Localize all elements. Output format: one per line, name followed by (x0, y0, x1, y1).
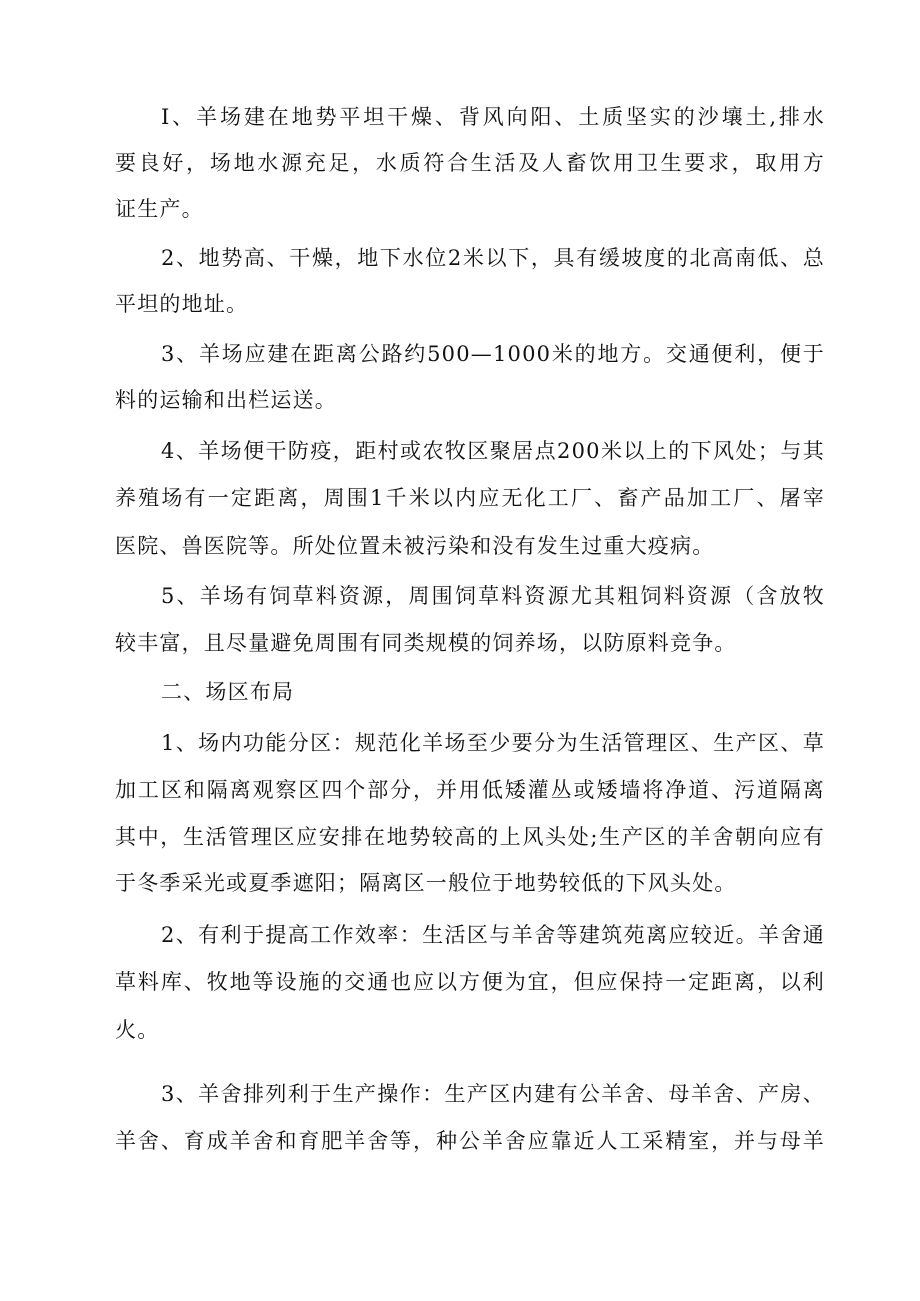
paragraph-line: 其中，生活管理区应安排在地势较高的上风头处;生产区的羊舍朝向应有 (115, 825, 825, 849)
paragraph-line: 4、羊场便干防疫，距村或农牧区聚居点200米以上的下风处；与其 (161, 439, 825, 463)
paragraph-line: 于冬季采光或夏季遮阳；隔离区一般位于地势较低的下风头处。 (115, 871, 737, 895)
paragraph-line: 5、羊场有饲草料资源，周围饲草料资源尤其粗饲料资源（含放牧 (161, 584, 825, 608)
paragraph-line: 要良好，场地水源充足，水质符合生活及人畜饮用卫生要求，取用方 (115, 151, 825, 175)
paragraph-line: 3、羊场应建在距离公路约500—1000米的地方。交通便利，便于 (161, 342, 825, 366)
paragraph-line: 1、场内功能分区：规范化羊场至少要分为生活管理区、生产区、草 (161, 731, 825, 755)
paragraph-line: I、羊场建在地势平坦干燥、背风向阳、土质坚实的沙壤土,排水 (161, 105, 825, 129)
paragraph-line: 羊舍、育成羊舍和育肥羊舍等，种公羊舍应靠近人工采精室，并与母羊 (115, 1129, 825, 1153)
paragraph-line: 草料库、牧地等设施的交通也应以方便为宜，但应保持一定距离，以利 (115, 970, 825, 994)
paragraph-line: 火。 (115, 1018, 160, 1042)
paragraph-line: 3、羊舍排列利于生产操作：生产区内建有公羊舍、母羊舍、产房、 (161, 1082, 825, 1106)
paragraph-line: 2、地势高、干燥，地下水位2米以下，具有缓坡度的北高南低、总 (161, 246, 825, 270)
paragraph-line: 平坦的地址。 (115, 292, 249, 316)
paragraph-line: 2、有利于提高工作效率：生活区与羊舍等建筑苑离应较近。羊舍通 (161, 923, 825, 947)
paragraph-line: 养殖场有一定距离，周围1千米以内应无化工厂、畜产品加工厂、屠宰 (115, 486, 825, 510)
paragraph-line: 较丰富，且尽量避免周围有同类规模的饲养场，以防原料竞争。 (115, 631, 737, 655)
paragraph-line: 料的运输和出栏运送。 (115, 388, 337, 412)
paragraph-line: 加工区和隔离观察区四个部分，并用低矮灌丛或矮墙将净道、污道隔离 (115, 778, 825, 802)
paragraph-line: 医院、兽医院等。所处位置未被污染和没有发生过重大疫病。 (115, 534, 715, 558)
section-heading: 二、场区布局 (161, 680, 295, 704)
paragraph-line: 证生产。 (115, 197, 204, 221)
